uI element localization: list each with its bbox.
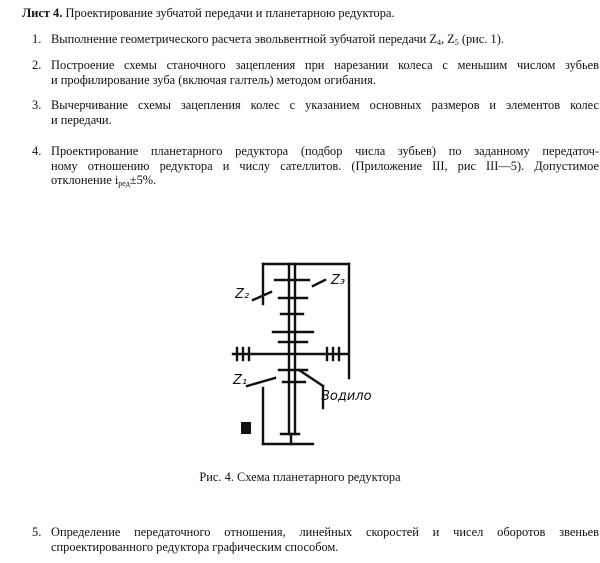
label-z3: Z₃ xyxy=(331,273,346,288)
item-line: спроектированного редуктора графическим способом. xyxy=(51,539,339,554)
item-line: ному отношению редуктора и числу сателлитов. (Приложение III, рис III—5). Допустимое xyxy=(51,158,599,173)
item-line: Определение передаточного отношения, линейных скоростей и чисел оборотов звеньев xyxy=(51,525,599,539)
item-line: Построение схемы станочного зацепления при нарезании колеса с меньшим числом зубьев xyxy=(51,58,599,72)
item-line: и передачи. xyxy=(51,112,112,127)
sheet-heading xyxy=(22,6,592,21)
label-z2: Z₂ xyxy=(235,287,250,302)
item-text xyxy=(51,144,599,188)
item-number: 1. xyxy=(32,32,42,46)
item-number: 5. xyxy=(32,525,42,539)
sheet-title: Проектирование зубчатой передачи и планетарною редуктора. xyxy=(62,6,395,20)
item-text xyxy=(51,58,599,87)
item-text xyxy=(51,98,599,127)
item-number: 2. xyxy=(32,58,42,72)
item-number: 3. xyxy=(32,98,42,112)
label-z1: Z₁ xyxy=(233,373,248,388)
label-carrier: Водило xyxy=(321,389,372,404)
item-line: отклонение $i_{ред}\pm 5\%$. xyxy=(51,173,157,188)
planetary-gear-diagram xyxy=(227,258,395,448)
item-line: Проектирование планетарного редуктора (подбор числа зубьев) по заданному передаточ- xyxy=(51,144,599,158)
item-text xyxy=(51,32,599,47)
item-line: и профилирование зуба (включая галтель) методом огибания. xyxy=(51,72,376,87)
carrier-arm xyxy=(299,370,323,386)
bearing-support xyxy=(241,422,251,434)
item-line: Выполнение геометрического расчета эвольвентной зубчатой передачи $Z_4$, $Z_5$ (рис. 1). xyxy=(51,32,504,47)
item-line: Вычерчивание схемы зацепления колес с указанием основных размеров и элементов колес xyxy=(51,98,599,112)
item-text xyxy=(51,525,599,554)
item-number: 4. xyxy=(32,144,42,158)
sheet-label: Лист 4. xyxy=(22,6,63,20)
figure-caption: Рис. 4. Схема планетарного редуктора xyxy=(199,470,401,484)
